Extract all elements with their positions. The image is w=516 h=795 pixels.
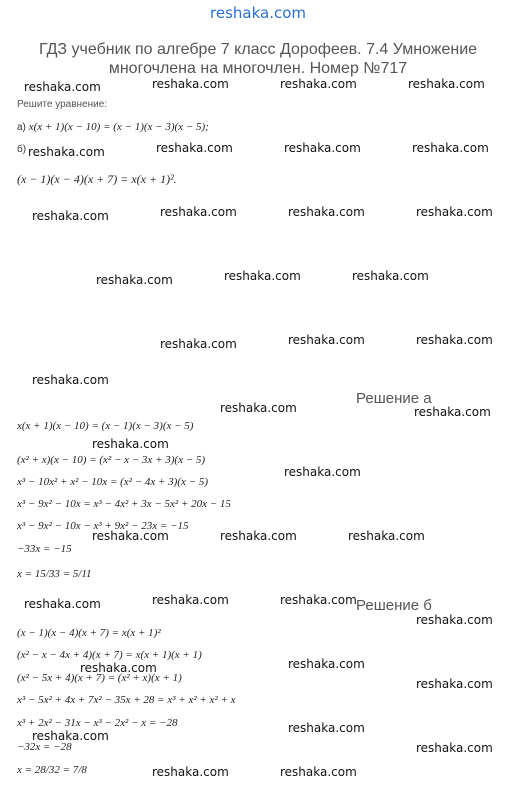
task-intro: Решите уравнение: — [17, 99, 108, 110]
solution-a-heading: Решение а — [356, 390, 432, 407]
watermark: reshaka.com — [160, 205, 237, 219]
watermark: reshaka.com — [416, 333, 493, 347]
watermark: reshaka.com — [24, 80, 101, 94]
solution-b-heading: Решение б — [356, 597, 432, 614]
watermark: reshaka.com — [280, 77, 357, 91]
watermark: reshaka.com — [32, 209, 109, 223]
watermark: reshaka.com — [224, 269, 301, 283]
watermark: reshaka.com — [416, 741, 493, 755]
solution-b-line: −32x = −28 — [17, 741, 72, 753]
watermark: reshaka.com — [284, 465, 361, 479]
watermark: reshaka.com — [288, 205, 365, 219]
watermark: reshaka.com — [416, 677, 493, 691]
watermark: reshaka.com — [160, 337, 237, 351]
solution-a-line: (x² + x)(x − 10) = (x² − x − 3x + 3)(x − 5) — [17, 454, 206, 466]
watermark: reshaka.com — [408, 77, 485, 91]
task-a — [17, 121, 209, 133]
watermark: reshaka.com — [416, 613, 493, 627]
solution-a-line: −33x = −15 — [17, 543, 72, 555]
task-b-equation: (x − 1)(x − 4)(x + 7) = x(x + 1)². — [17, 172, 177, 186]
solution-a-line: x³ − 9x² − 10x − x³ + 9x² − 23x = −15 — [17, 520, 189, 532]
solution-a-answer: x = 15/33 = 5/11 — [17, 568, 92, 580]
watermark: reshaka.com — [156, 141, 233, 155]
watermark: reshaka.com — [152, 77, 229, 91]
solution-a-line: x³ − 9x² − 10x = x³ − 4x² + 3x − 5x² + 20x − 15 — [17, 498, 231, 510]
watermark: reshaka.com — [28, 145, 105, 159]
watermark: reshaka.com — [280, 765, 357, 779]
watermark: reshaka.com — [32, 729, 109, 743]
watermark: reshaka.com — [280, 593, 357, 607]
task-a-label: а) — [17, 122, 26, 133]
watermark: reshaka.com — [24, 597, 101, 611]
watermark: reshaka.com — [288, 721, 365, 735]
watermark: reshaka.com — [220, 401, 297, 415]
watermark: reshaka.com — [220, 529, 297, 543]
watermark: reshaka.com — [92, 529, 169, 543]
solution-a-line: x³ − 10x² + x² − 10x = (x² − 4x + 3)(x − 5) — [17, 476, 208, 488]
watermark: reshaka.com — [414, 405, 491, 419]
task-a-equation: x(x + 1)(x − 10) = (x − 1)(x − 3)(x − 5); — [28, 121, 209, 133]
watermark: reshaka.com — [352, 269, 429, 283]
solution-b-line: x³ − 5x² + 4x + 7x² − 35x + 28 = x³ + x² + x² + x — [17, 694, 236, 706]
task-b-label: б) — [17, 144, 27, 155]
watermark: reshaka.com — [412, 141, 489, 155]
watermark: reshaka.com — [32, 373, 109, 387]
watermark: reshaka.com — [92, 437, 169, 451]
watermark: reshaka.com — [288, 333, 365, 347]
watermark: reshaka.com — [284, 141, 361, 155]
watermark: reshaka.com — [152, 765, 229, 779]
watermark: reshaka.com — [152, 593, 229, 607]
page-title: ГДЗ учебник по алгебре 7 класс Дорофеев. 7.4 Умножение многочлена на многочлен. Номер №717 — [38, 41, 478, 77]
solution-b-line: (x − 1)(x − 4)(x + 7) = x(x + 1)² — [17, 627, 161, 639]
watermark: reshaka.com — [96, 273, 173, 287]
solution-b-line: x³ + 2x² − 31x − x³ − 2x² − x = −28 — [17, 717, 178, 729]
watermark: reshaka.com — [416, 205, 493, 219]
watermark: reshaka.com — [348, 529, 425, 543]
solution-b-answer: x = 28/32 = 7/8 — [17, 764, 87, 776]
solution-b-line: (x² − x − 4x + 4)(x + 7) = x(x + 1)(x + 1) — [17, 649, 202, 661]
watermark: reshaka.com — [288, 657, 365, 671]
watermark: reshaka.com — [80, 661, 157, 675]
solution-a-line: x(x + 1)(x − 10) = (x − 1)(x − 3)(x − 5) — [17, 420, 194, 432]
solution-b-line: (x² − 5x + 4)(x + 7) = (x² + x)(x + 1) — [17, 672, 182, 684]
site-header[interactable]: reshaka.com — [210, 4, 306, 22]
